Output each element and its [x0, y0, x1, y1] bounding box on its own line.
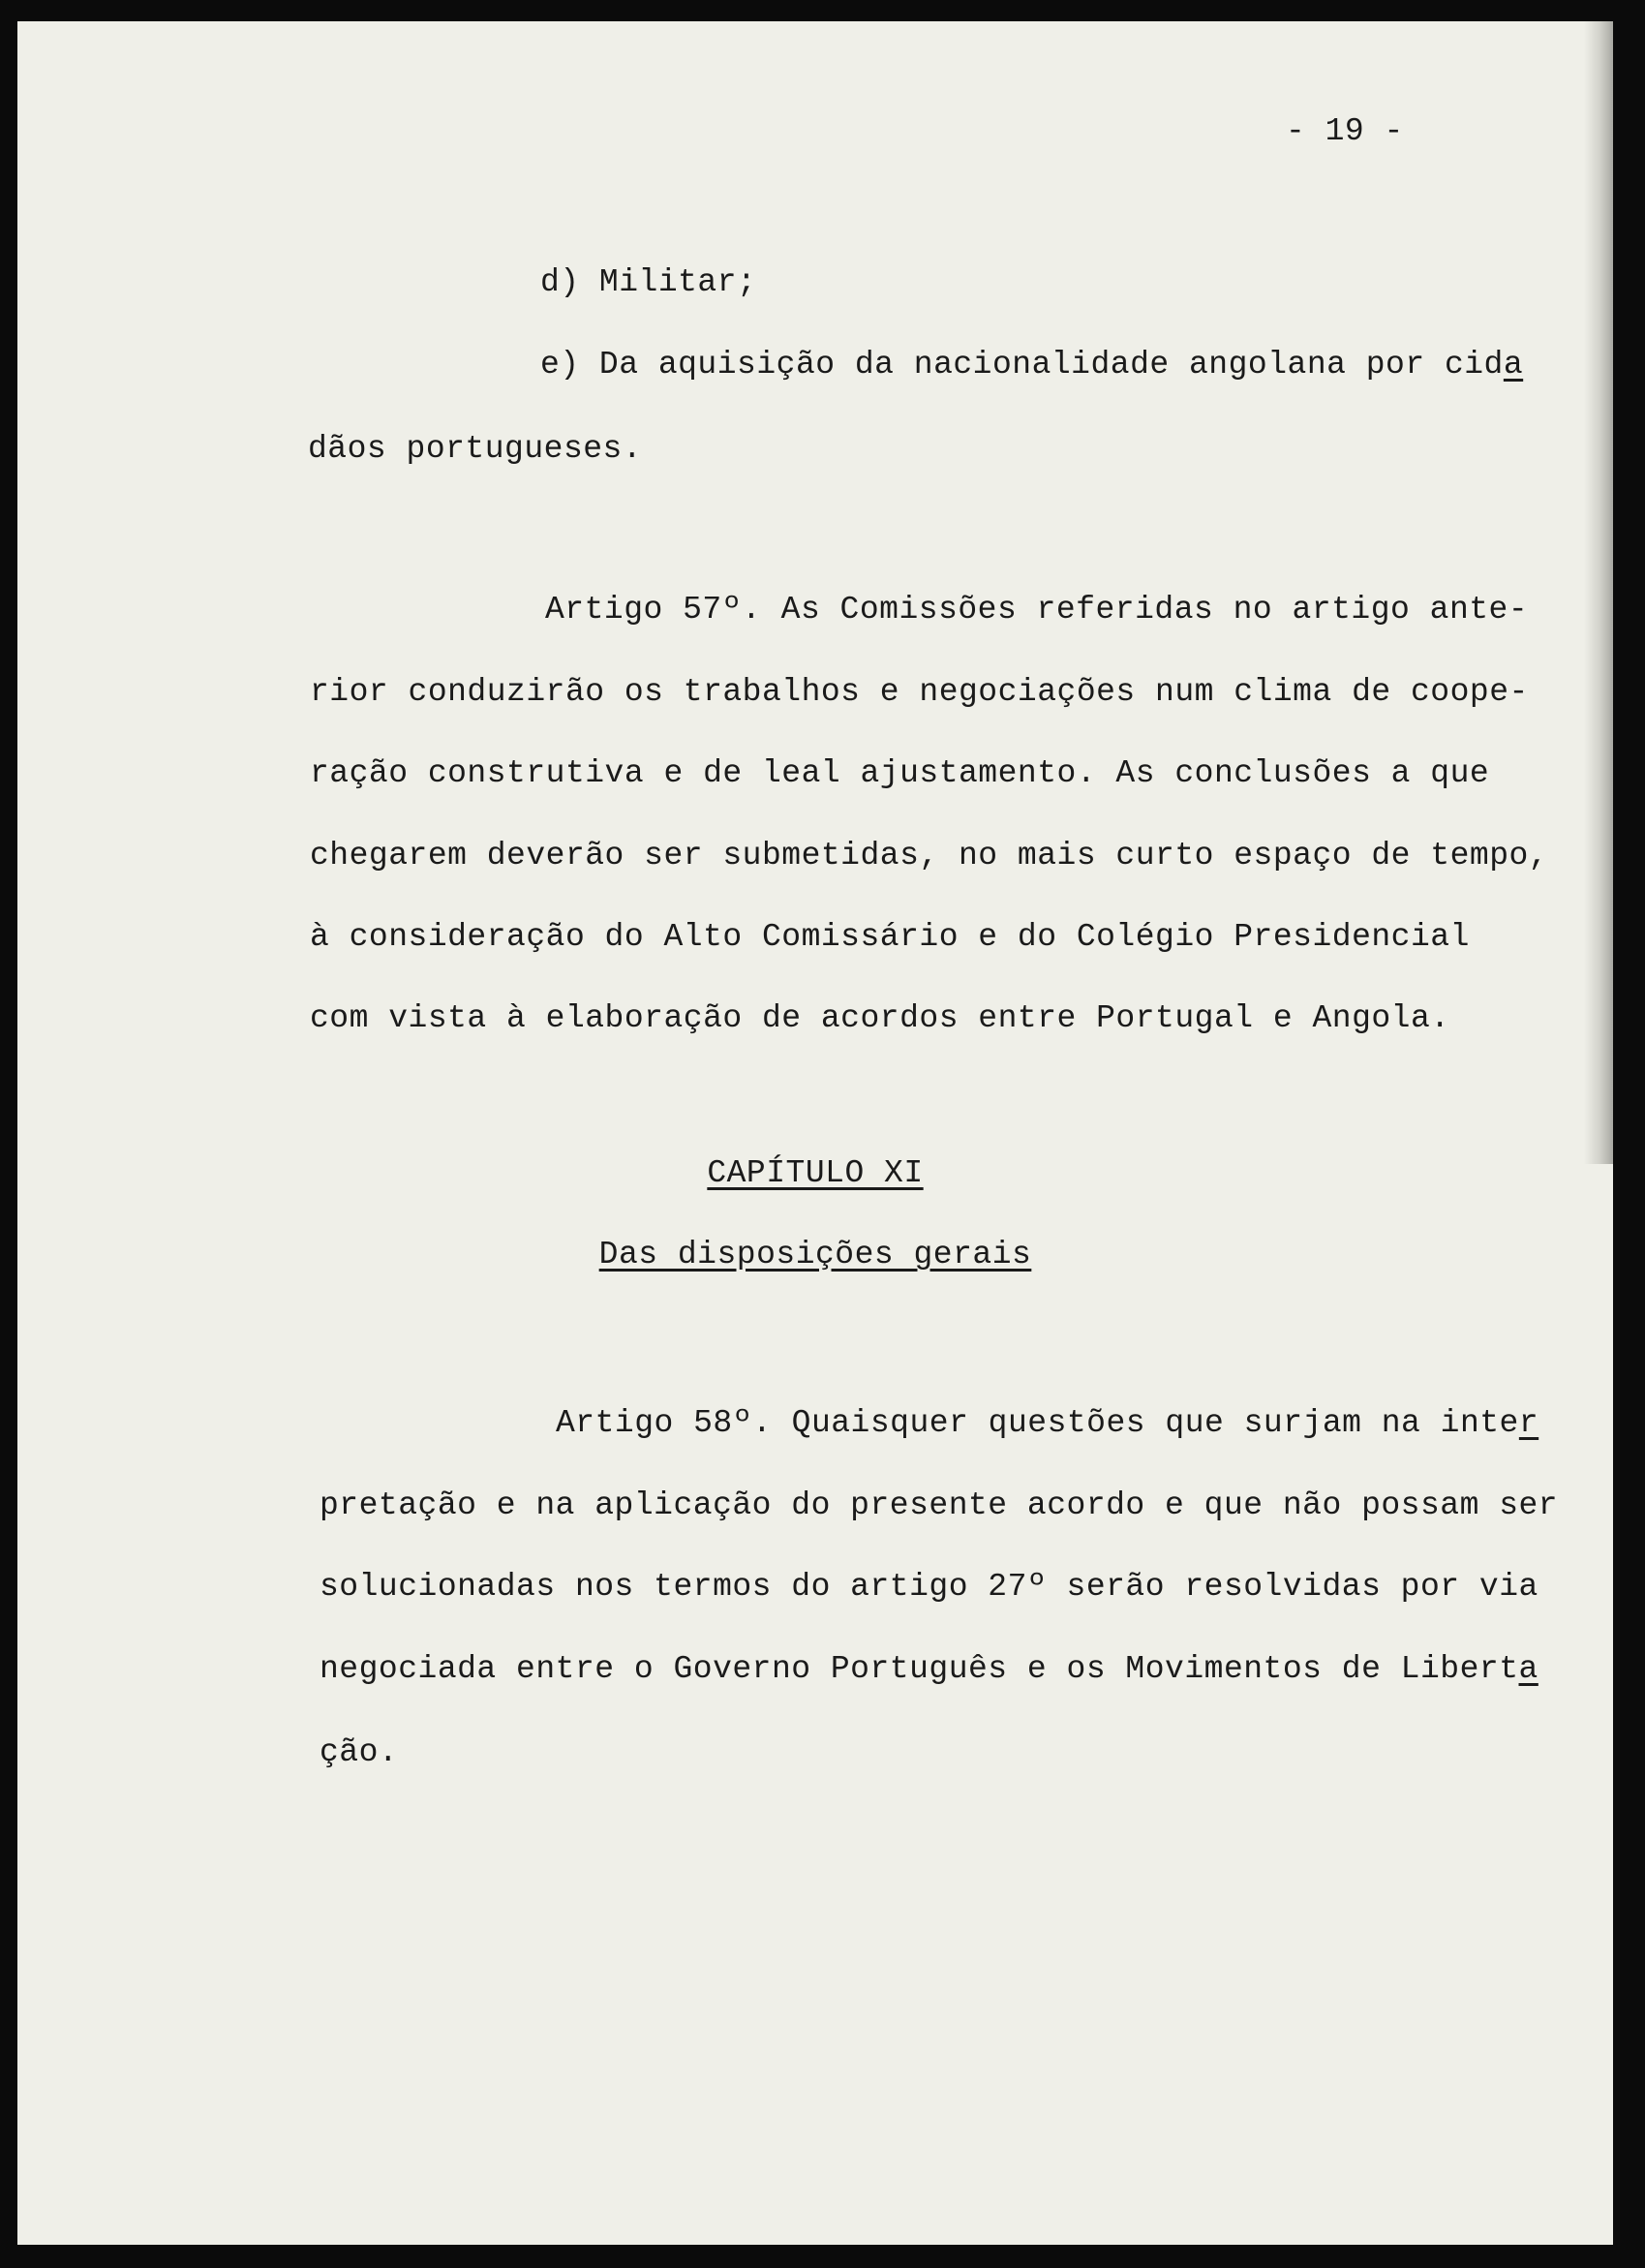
article-58-line-1: Artigo 58º. Quaisquer questões que surjam na inter [556, 1405, 1539, 1441]
article-57-line-1: Artigo 57º. As Comissões referidas no artigo ante- [545, 592, 1529, 628]
article-57-line-3: ração construtiva e de leal ajustamento. As conclusões a que [310, 755, 1490, 791]
article-58-line-5: ção. [320, 1734, 399, 1770]
chapter-subtitle: Das disposições gerais [598, 1237, 1032, 1272]
article-57-line-5: à consideração do Alto Comissário e do Colégio Presidencial [310, 919, 1470, 955]
article-57-line-6: com vista à elaboração de acordos entre Portugal e Angola. [310, 1000, 1450, 1036]
article-57-line-4: chegarem deverão ser submetidas, no mais curto espaço de tempo, [310, 838, 1549, 873]
document-page [17, 21, 1613, 2245]
page-number: - 19 - [1286, 113, 1404, 149]
item-e-line-1: e) Da aquisição da nacionalidade angolana por cida [540, 347, 1524, 383]
item-e-line-2: dãos portugueses. [308, 431, 643, 467]
scan-edge-shadow [1584, 21, 1613, 1164]
article-58-line-4: negociada entre o Governo Português e os Movimentos de Liberta [320, 1651, 1538, 1687]
article-57-line-2: rior conduzirão os trabalhos e negociações num clima de coope- [310, 674, 1529, 710]
chapter-title: CAPÍTULO XI [707, 1155, 924, 1191]
article-58-line-3: solucionadas nos termos do artigo 27º serão resolvidas por via [320, 1569, 1538, 1605]
article-58-line-2: pretação e na aplicação do presente acordo e que não possam ser [320, 1487, 1559, 1523]
item-d: d) Militar; [540, 264, 757, 300]
